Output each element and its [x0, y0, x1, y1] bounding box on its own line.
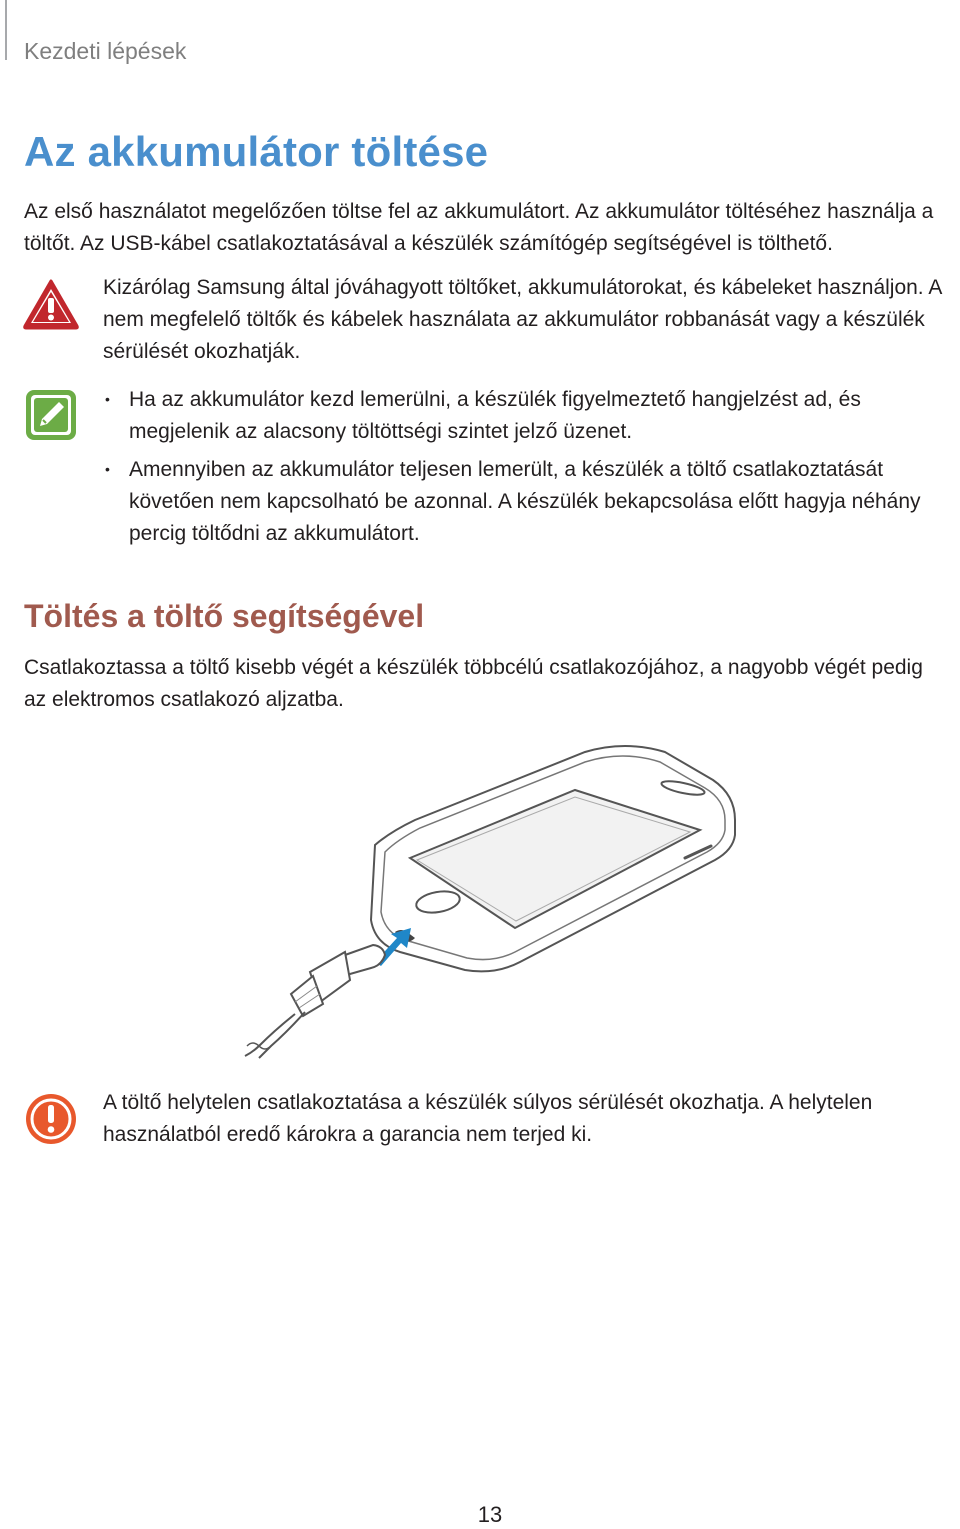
note-item: • Ha az akkumulátor kezd lemerülni, a készülék figyelmeztető hangjelzést ad, és megjelenik az alacsony töltöttségi szintet jelző üzenet. [103, 384, 960, 448]
note-item: • Amennyiben az akkumulátor teljesen lemerült, a készülék a töltő csatlakoztatását követően nem kapcsolható be azonnal. A készülék bekapcsolása előtt hagyja néhány percig töltődni az akkumulátort. [103, 454, 960, 550]
phone-charger-illustration [225, 740, 745, 1060]
warning-text: A töltő helytelen csatlakoztatása a készülék súlyos sérülését okozhatja. A helytelen használatból eredő károkra a garancia nem terjed ki. [103, 1091, 873, 1146]
section-label: Kezdeti lépések [24, 38, 187, 64]
note-list [103, 384, 960, 556]
subsection-title: Töltés a töltő segítségével [24, 598, 425, 634]
note-pencil-icon [24, 388, 78, 442]
margin-rule [5, 0, 7, 60]
page-number: 13 [477, 1502, 503, 1527]
subsection-paragraph: Csatlakoztassa a töltő kisebb végét a készülék többcélú csatlakozójához, a nagyobb végét pedig az elektromos csatlakozó aljzatba. [24, 656, 923, 711]
warning-exclamation-icon [24, 1092, 78, 1146]
intro-paragraph: Az első használatot megelőzően töltse fel az akkumulátort. Az akkumulátor töltéséhez használja a töltőt. Az USB-kábel csatlakoztatásával a készülék számítógép segítségével is tölthető. [24, 200, 934, 255]
page-title: Az akkumulátor töltése [24, 128, 489, 175]
caution-triangle-icon [22, 278, 80, 330]
caution-text: Kizárólag Samsung által jóváhagyott töltőket, akkumulátorokat, és kábeleket használjon. A nem megfelelő töltők és kábelek használata az akkumulátor robbanását vagy a készülék sérülését okozhatják. [103, 276, 942, 363]
